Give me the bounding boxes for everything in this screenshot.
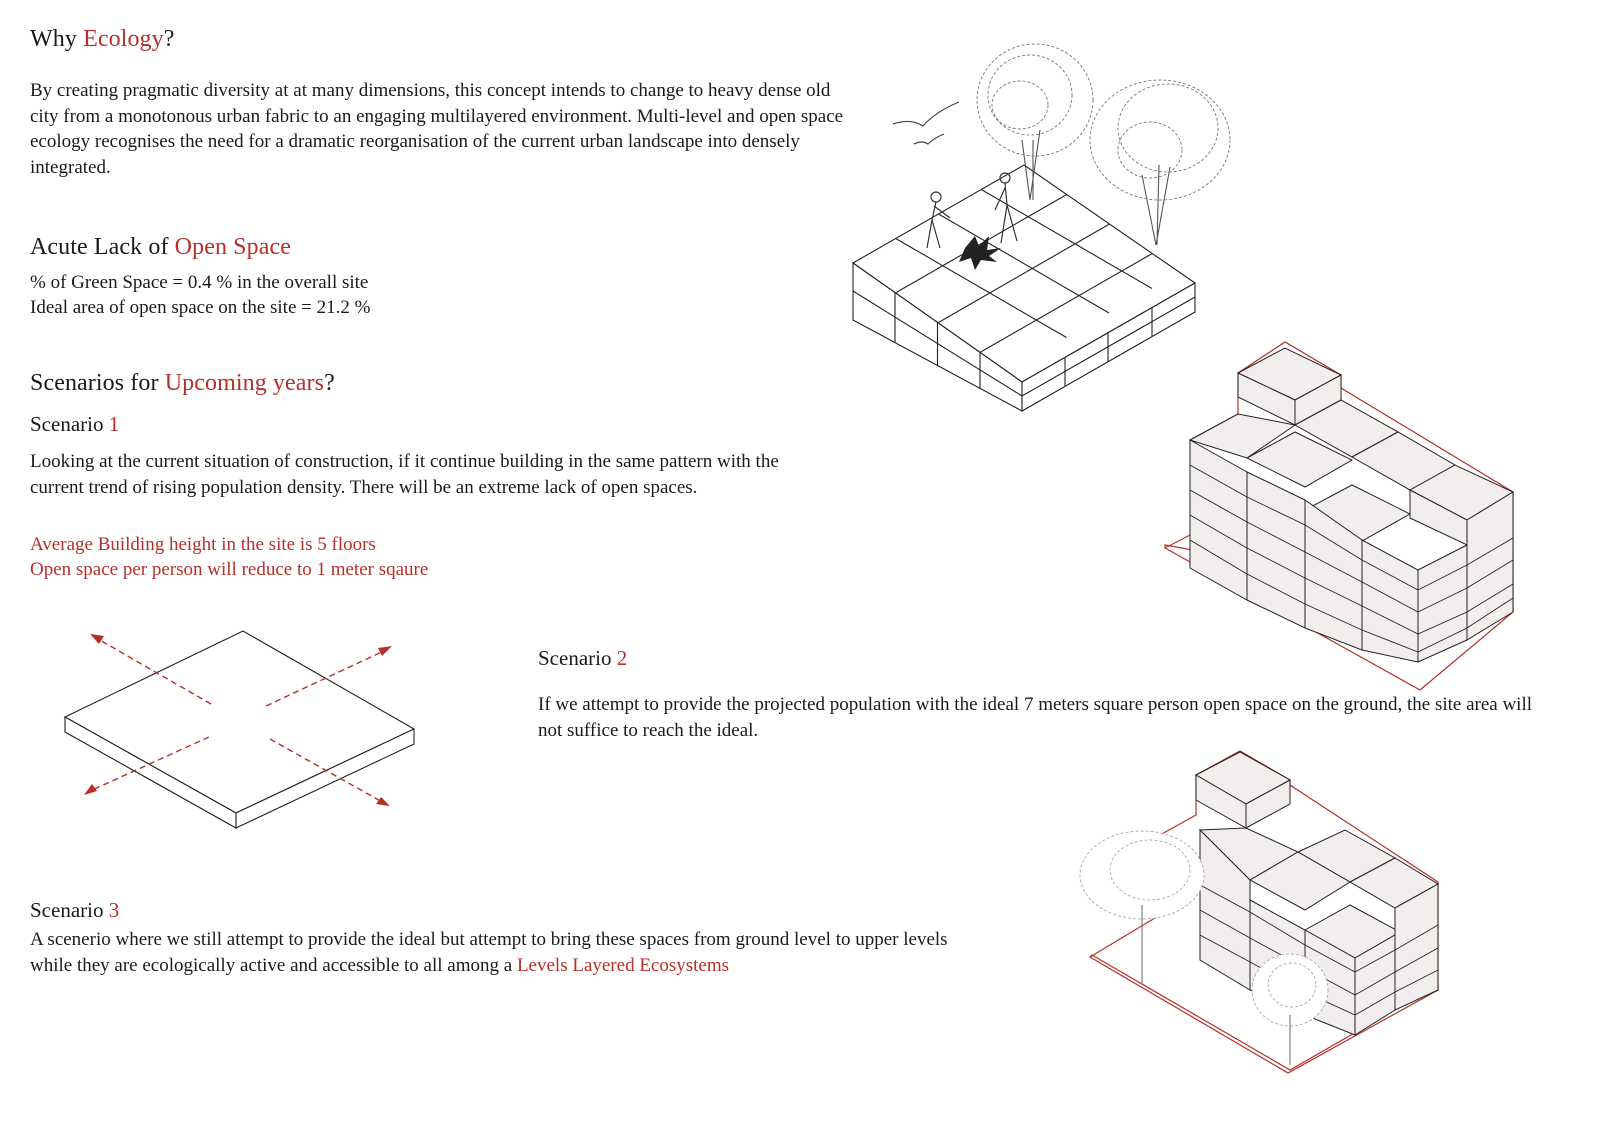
heading-suffix: ? bbox=[163, 26, 175, 52]
heading-highlight: Open Space bbox=[174, 234, 291, 260]
green-space-stat: % of Green Space = 0.4 % in the overall site bbox=[30, 272, 369, 293]
heading-highlight: Upcoming years bbox=[164, 370, 325, 396]
scenario-label: Scenario bbox=[30, 412, 109, 436]
heading-text: Why bbox=[30, 26, 84, 52]
scenario-2-paragraph: If we attempt to provide the projected population with the ideal 7 meters square person open space on the ground, the site area will not suffice to reach the ideal. bbox=[538, 694, 1533, 741]
heading-highlight: Ecology bbox=[83, 26, 164, 52]
heading-text: Scenarios for bbox=[30, 370, 165, 396]
scenario-1-highlight-height: Average Building height in the site is 5 floors bbox=[30, 534, 376, 555]
scenario-label: Scenario bbox=[538, 646, 617, 670]
ideal-open-space-stat: Ideal area of open space on the site = 21.2 % bbox=[30, 297, 371, 318]
scenario-1-highlight-openspace: Open space per person will reduce to 1 meter sqaure bbox=[30, 559, 429, 580]
scenario-number: 1 bbox=[108, 412, 120, 436]
heading-suffix: ? bbox=[324, 370, 335, 396]
heading-text: Acute Lack of bbox=[30, 234, 175, 260]
scenario-3-body: A scenerio where we still attempt to provide the ideal but attempt to bring these spaces from ground level to upper levels while they are ecologically active and accessible to all among a bbox=[30, 929, 948, 976]
scenario-number: 2 bbox=[616, 646, 628, 670]
scenario-3-highlight: Levels Layered Ecosystems bbox=[516, 954, 730, 976]
ecology-paragraph: By creating pragmatic diversity at at many dimensions, this concept intends to change to heavy dense old city from a monotonous urban fabric to an engaging multilayered environment. Multi-level and open space ecology recognises the need for a dramatic reorganisation of the current urban landscape into densely integrated. bbox=[30, 80, 844, 178]
scenario-number: 3 bbox=[108, 898, 120, 922]
scenario-label: Scenario bbox=[30, 898, 109, 922]
scenario-1-paragraph: Looking at the current situation of construction, if it continue building in the same pattern with the current trend of rising population density. There will be an extreme lack of open spaces. bbox=[30, 451, 779, 498]
